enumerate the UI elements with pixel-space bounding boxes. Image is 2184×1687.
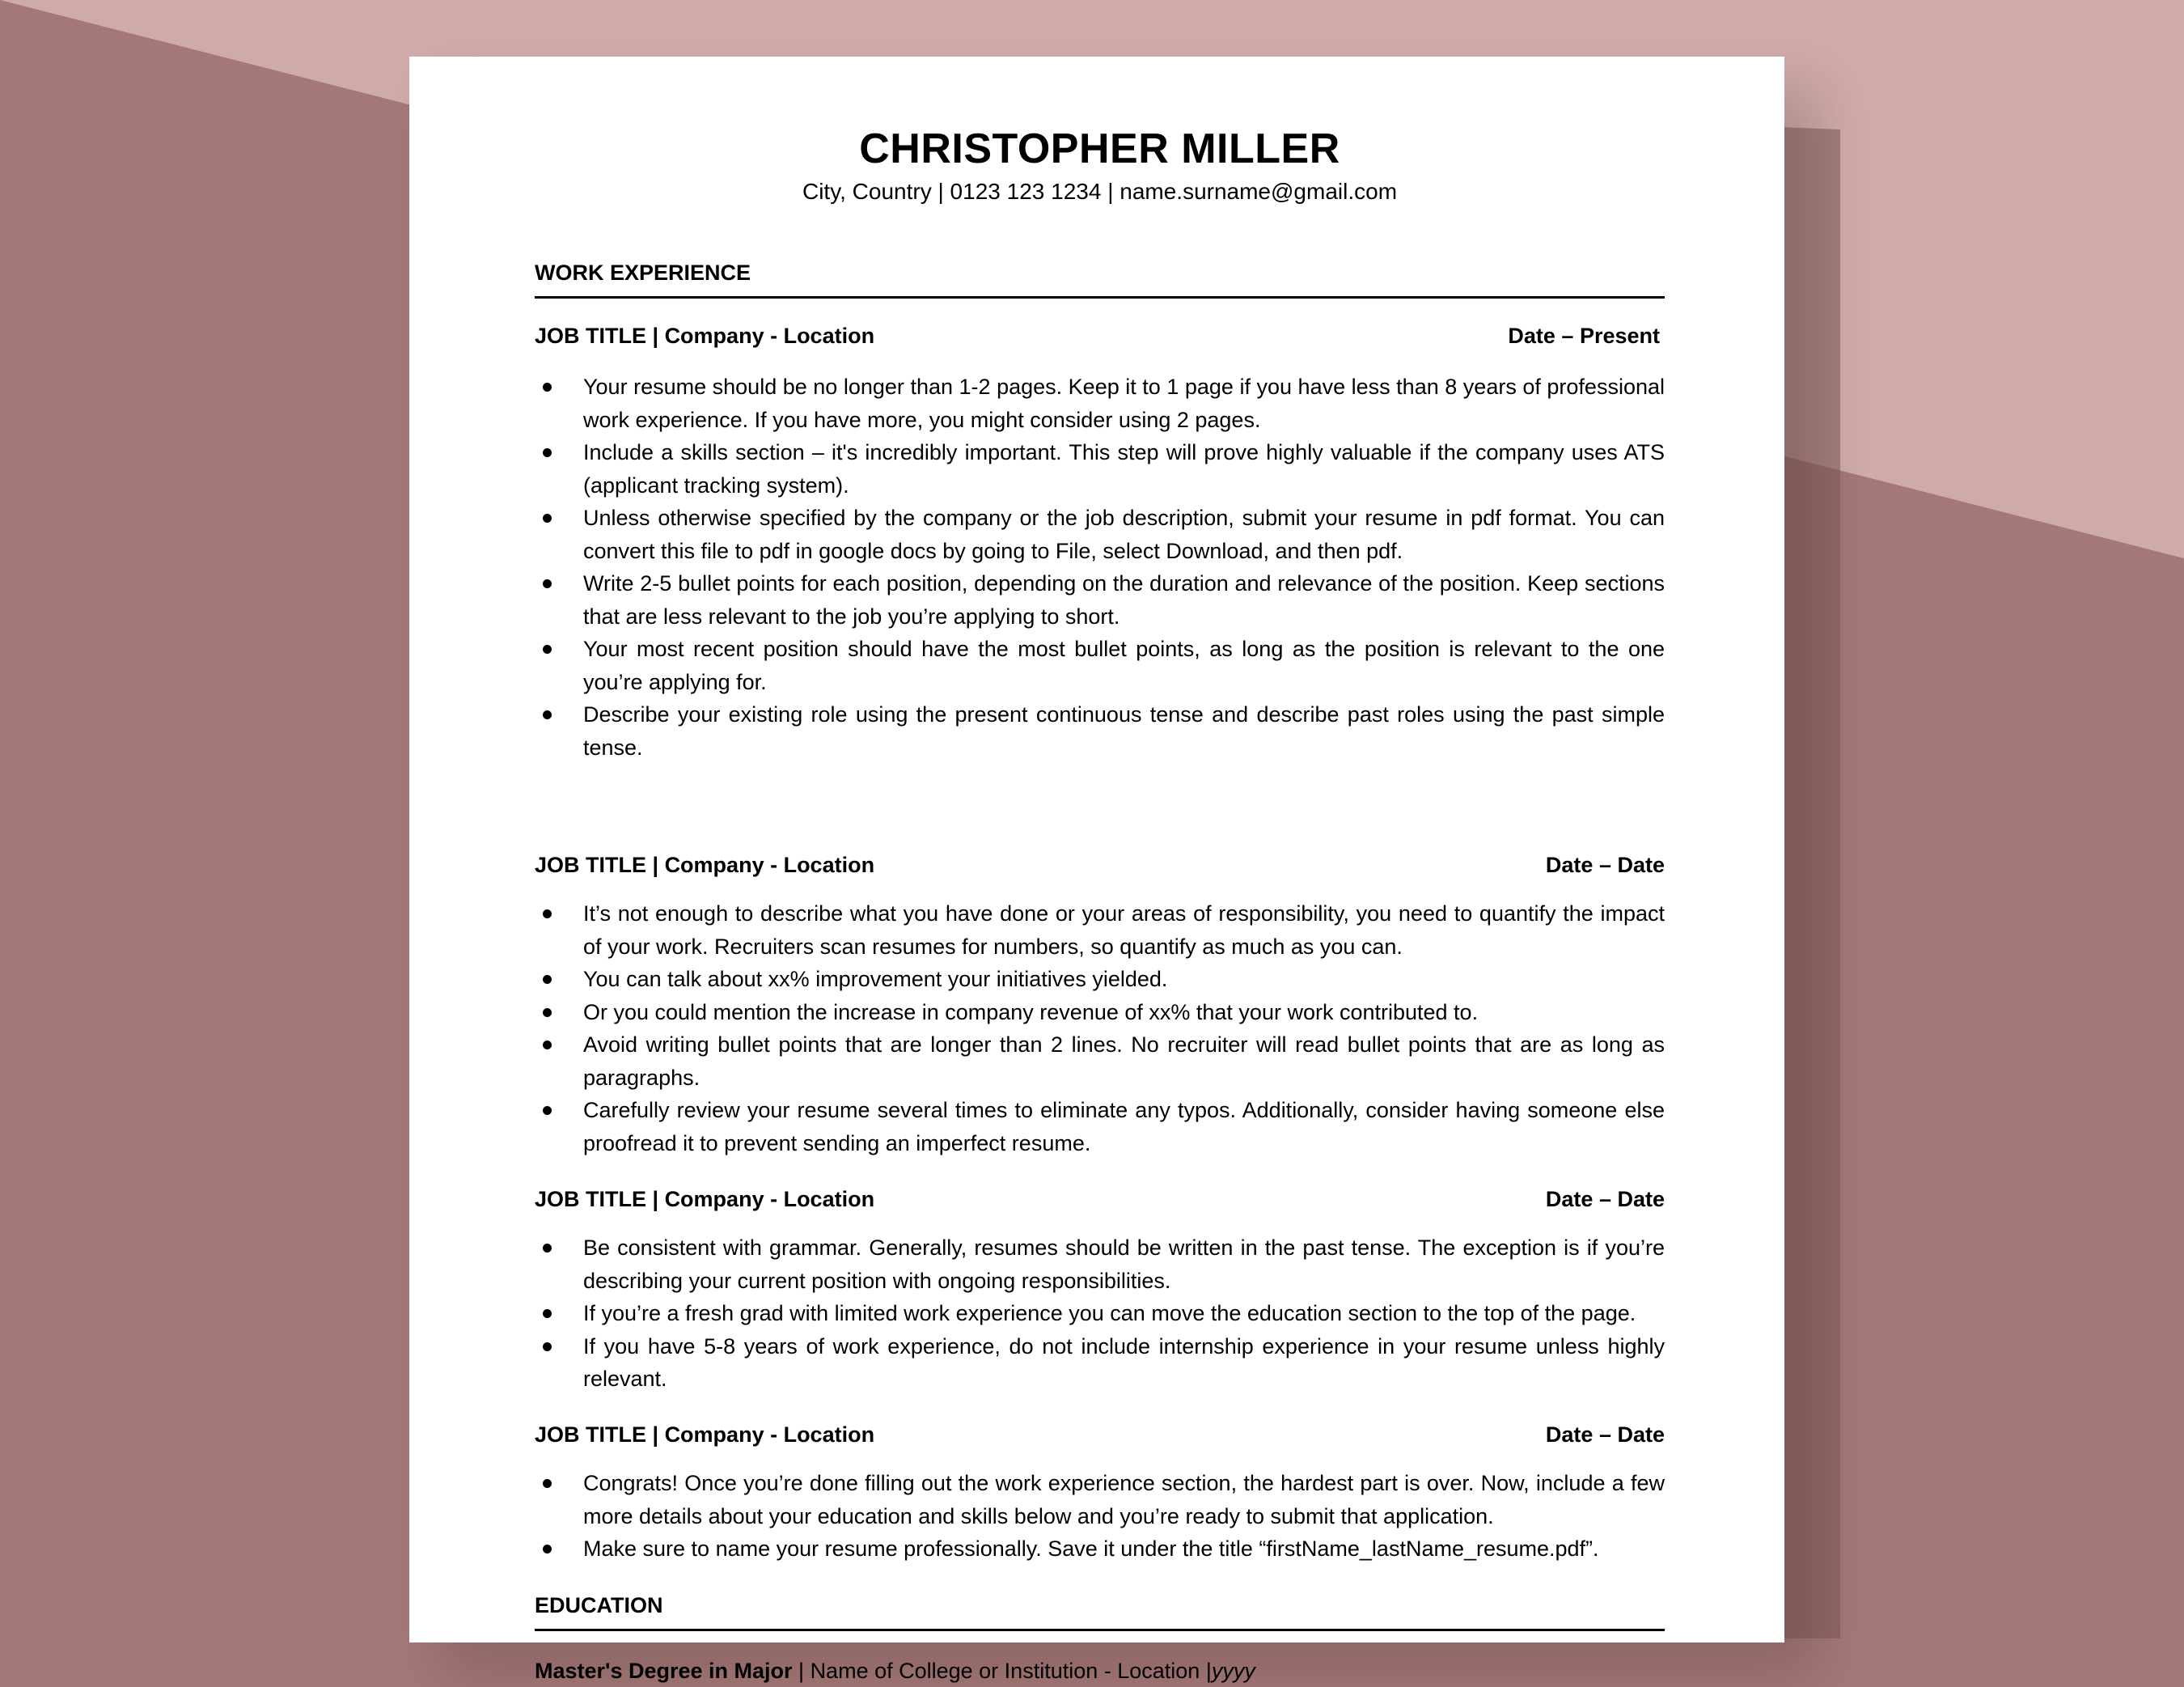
job-bullets [535,371,1665,764]
list-item [535,371,1665,436]
job-entry [535,1418,1665,1566]
list-item [535,1467,1665,1532]
job-header [535,1183,1665,1215]
bullet-text: Write 2-5 bullet points for each position, depending on the duration and relevance of the position. Keep sections that are less relevant to the job you’re applying to short. [583,571,1665,629]
section-divider [535,1629,1665,1631]
bullet-icon [543,645,552,654]
job-bullets [535,897,1665,1159]
bullet-icon [543,1545,552,1553]
bullet-icon [543,383,552,392]
bullet-icon [543,1479,552,1488]
list-item [535,567,1665,633]
degree: Master's Degree in Major [535,1659,793,1683]
bullet-text: Be consistent with grammar. Generally, resumes should be written in the past tense. The exception is if you’re describing your current position with ongoing responsibilities. [583,1236,1665,1293]
list-item [535,502,1665,567]
bullet-text: Your resume should be no longer than 1-2 pages. Keep it to 1 page if you have less than 8 years of professional work experience. If you have more, you might consider using 2 pages. [583,375,1665,432]
bullet-text: Your most recent position should have the most bullet points, as long as the position is relevant to the one you’re applying for. [583,637,1665,694]
list-item [535,996,1665,1029]
bullet-text: Carefully review your resume several times to eliminate any typos. Additionally, consider having someone else proofread it to prevent sending an imperfect resume. [583,1098,1665,1155]
bullet-text: It’s not enough to describe what you have done or your areas of responsibility, you need to quantify the impact of your work. Recruiters scan resumes for numbers, so quantify as much as you can. [583,901,1665,959]
resume-page [409,57,1784,1683]
bullet-icon [543,1342,552,1351]
list-item [535,698,1665,764]
job-bullets [535,1467,1665,1566]
institution: Name of College or Institution - Location | [810,1659,1212,1683]
bullet-text: You can talk about xx% improvement your initiatives yielded. [583,967,1168,991]
bullet-icon [543,909,552,918]
list-item [535,963,1665,996]
bullet-icon [543,1041,552,1049]
job-title: JOB TITLE | Company - Location [535,1422,875,1447]
list-item [535,1532,1665,1566]
bullet-icon [543,1106,552,1115]
list-item [535,633,1665,698]
job-bullets [535,1231,1665,1396]
education-entry [535,1655,1665,1687]
job-date: Date – Date [1545,1422,1665,1447]
section-divider [535,296,1665,299]
bullet-text: Include a skills section – it's incredibly important. This step will prove highly valuable if the company uses ATS (applicant tracking system). [583,440,1665,498]
bullet-text: Make sure to name your resume professionally. Save it under the title “firstName_lastName_resume.pdf”. [583,1537,1599,1561]
job-header [535,849,1665,881]
education-heading [535,1592,1665,1620]
list-item [535,436,1665,502]
job-header [535,320,1665,352]
bullet-text: Unless otherwise specified by the company or the job description, submit your resume in pdf format. You can convert this file to pdf in google docs by going to File, select Download, and then pdf. [583,506,1665,563]
job-date: Date – Present [1508,324,1660,348]
bullet-text: If you’re a fresh grad with limited work experience you can move the education section to the top of the page. [583,1301,1636,1325]
section-title-education: EDUCATION [535,1593,663,1617]
bullet-icon [543,448,552,457]
list-item [535,1028,1665,1094]
bullet-icon [543,1244,552,1253]
bullet-text: Or you could mention the increase in company revenue of xx% that your work contributed to. [583,999,1479,1024]
job-entry [535,320,1665,764]
job-date: Date – Date [1545,1187,1665,1211]
job-title: JOB TITLE | Company - Location [535,853,875,877]
list-item [535,1330,1665,1396]
bullet-icon [543,710,552,719]
job-header [535,1418,1665,1451]
job-date: Date – Date [1545,853,1665,877]
bullet-icon [543,579,552,588]
bullet-text: Avoid writing bullet points that are longer than 2 lines. No recruiter will read bullet points that are as long as paragraphs. [583,1032,1665,1090]
job-title: JOB TITLE | Company - Location [535,1187,875,1211]
section-title-work-experience: WORK EXPERIENCE [535,261,751,285]
contact-line: City, Country | 0123 123 1234 | name.surname@gmail.com [802,179,1398,204]
bullet-icon [543,975,552,984]
graduation-year: yyyy [1211,1659,1255,1683]
bullet-text: Congrats! Once you’re done filling out the work experience section, the hardest part is over. Now, include a few more details about your education and skills below and you’re ready to submit that application. [583,1471,1665,1528]
job-entry [535,849,1665,1159]
bullet-icon [543,514,552,523]
candidate-name: CHRISTOPHER MILLER [859,125,1340,172]
list-item [535,1297,1665,1330]
list-item [535,1094,1665,1159]
bullet-icon [543,1008,552,1017]
bullet-text: Describe your existing role using the present continuous tense and describe past roles using the past simple tense. [583,702,1665,760]
bullet-text: If you have 5-8 years of work experience, do not include internship experience in your resume unless highly relevant. [583,1333,1665,1391]
work-experience-heading [535,259,1665,287]
list-item [535,897,1665,963]
separator: | [792,1659,811,1683]
job-entry [535,1183,1665,1396]
bullet-icon [543,1309,552,1318]
list-item [535,1231,1665,1297]
job-title: JOB TITLE | Company - Location [535,324,875,348]
